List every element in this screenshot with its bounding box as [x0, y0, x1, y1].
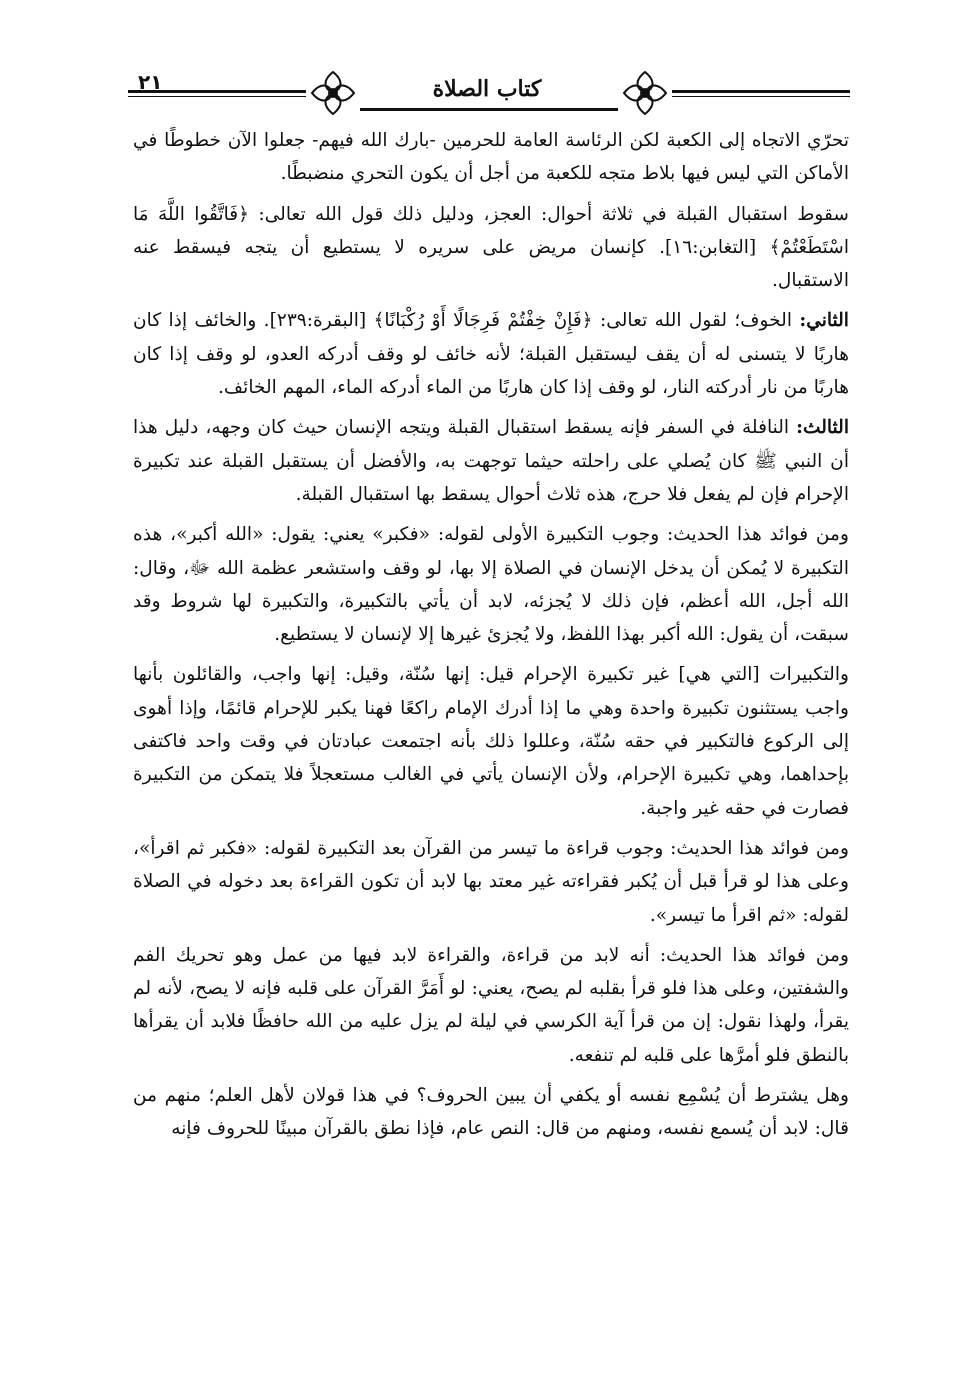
- paragraph-4: الثالث: النافلة في السفر فإنه يسقط استقبال القبلة ويتجه الإنسان حيث كان وجهه، دليل هذا أن النبي ﷺ كان يُصلي على راحلته حيثما توجهت به، والأفضل أن يستقبل القبلة عند تكبيرة الإحرام فإن لم يفعل فلا حرج، هذه ثلاث أحوال يسقط بها استقبال القبلة.: [133, 417, 849, 505]
- paragraph-2: سقوط استقبال القبلة في ثلاثة أحوال: العجز، ودليل ذلك قول الله تعالى: ﴿فَاتَّقُوا اللَّهَ مَا اسْتَطَعْتُمْ﴾ [التغابن:١٦]. كإنسان مريض على سريره لا يستطيع أن يتجه فيسقط عنه الاستقبال.: [133, 203, 849, 292]
- header-rule-right-thin: [672, 96, 850, 97]
- running-title: كتاب الصلاة: [432, 76, 542, 102]
- paragraph-5: ومن فوائد هذا الحديث: وجوب التكبيرة الأولى لقوله: «فكبر» يعني: يقول: «الله أكبر»، هذه التكبيرة لا يُمكن أن يدخل الإنسان في الصلاة إلا بها، لو وقف واستشعر عظمة الله ﷻ، وقال: الله أجل، الله أعظم، فإن ذلك لا يُجزئه، لابد أن يأتي بالتكبيرة، والتكبيرة لها شروط وقد سبقت، أن يقول: الله أكبر بهذا اللفظ، ولا يُجزئ غيرها إلا لإنسان لا يستطيع.: [133, 524, 849, 646]
- paragraph-7: ومن فوائد هذا الحديث: وجوب قراءة ما تيسر من القرآن بعد التكبيرة لقوله: «فكبر ثم اقرأ»، وعلى هذا لو قرأ قبل أن يُكبر فقراءته غير معتد بها لابد أن تكون القراءة بعد دخوله في الصلاة لقوله: «ثم اقرأ ما تيسر».: [133, 837, 849, 926]
- page-body: [133, 124, 849, 1153]
- page-header: [128, 64, 850, 128]
- paragraph-9: وهل يشترط أن يُسْمِع نفسه أو يكفي أن يبين الحروف؟ في هذا قولان لأهل العلم؛ منهم من قال: لابد أن يُسمع نفسه، ومنهم من قال: النص عام، فإذا نطق بالقرآن مبينًا للحروف فإنه: [133, 1085, 849, 1140]
- ornament-left-icon: [308, 68, 358, 118]
- paragraph-6: والتكبيرات [التي هي] غير تكبيرة الإحرام قيل: إنها سُنّة، وقيل: إنها واجب، والقائلون بأنها واجب يستثنون تكبيرة واحدة وهي ما إذا أدرك الإمام راكعًا فهنا يكبر للإحرام قائمًا، وإذا أهوى إلى الركوع فالتكبير في حقه سُنّة، وعللوا ذلك بأنه اجتمعت عبادتان في وقت واحد فاكتفى بإحداهما، وهي تكبيرة الإحرام، ولأن الإنسان يأتي في الغالب مستعجلاً فلا يتمكن من التكبيرة فصارت في حقه غير واجبة.: [133, 664, 849, 819]
- page-number: ٢١: [138, 70, 163, 94]
- header-rule-middle: [360, 108, 618, 111]
- paragraph-lead: الثاني:: [799, 310, 849, 332]
- ornament-right-icon: [620, 68, 670, 118]
- paragraph-lead: الثالث:: [796, 417, 849, 439]
- header-rule-left-thin: [128, 96, 306, 97]
- paragraph-1: تحرّي الاتجاه إلى الكعبة لكن الرئاسة العامة للحرمين -بارك الله فيهم- جعلوا الآن خطوطًا في الأماكن التي ليس فيها بلاط متجه للكعبة من أجل أن يكون التحري منضبطًا.: [133, 130, 849, 185]
- paragraph-8: ومن فوائد هذا الحديث: أنه لابد من قراءة، والقراءة لابد فيها من عمل وهو تحريك الفم والشفتين، وعلى هذا فلو قرأ بقلبه لم يصح، يعني: لو أَمَرَّ القرآن على قلبه فإنه لا يصح، لأنه لم يقرأ، ولهذا نقول: إن من قرأ آية الكرسي في ليلة لم يزل عليه من الله حافظًا فلابد أن يقرأها بالنطق فلو أمرَّها على قلبه لم تنفعه.: [133, 944, 849, 1066]
- paragraph-3: الثاني: الخوف؛ لقول الله تعالى: ﴿فَإِنْ خِفْتُمْ فَرِجَالًا أَوْ رُكْبَانًا﴾ [البقرة:٢٣٩]. والخائف إذا كان هاربًا لا يتسنى له أن يقف ليستقبل القبلة؛ لأنه خائف لو وقف أدركه العدو، لو وقف إذا كان هاربًا من نار أدركته النار، لو وقف إذا كان هاربًا من الماء أدركه الماء، المهم الخائف.: [133, 310, 849, 399]
- header-rule-right: [672, 90, 850, 93]
